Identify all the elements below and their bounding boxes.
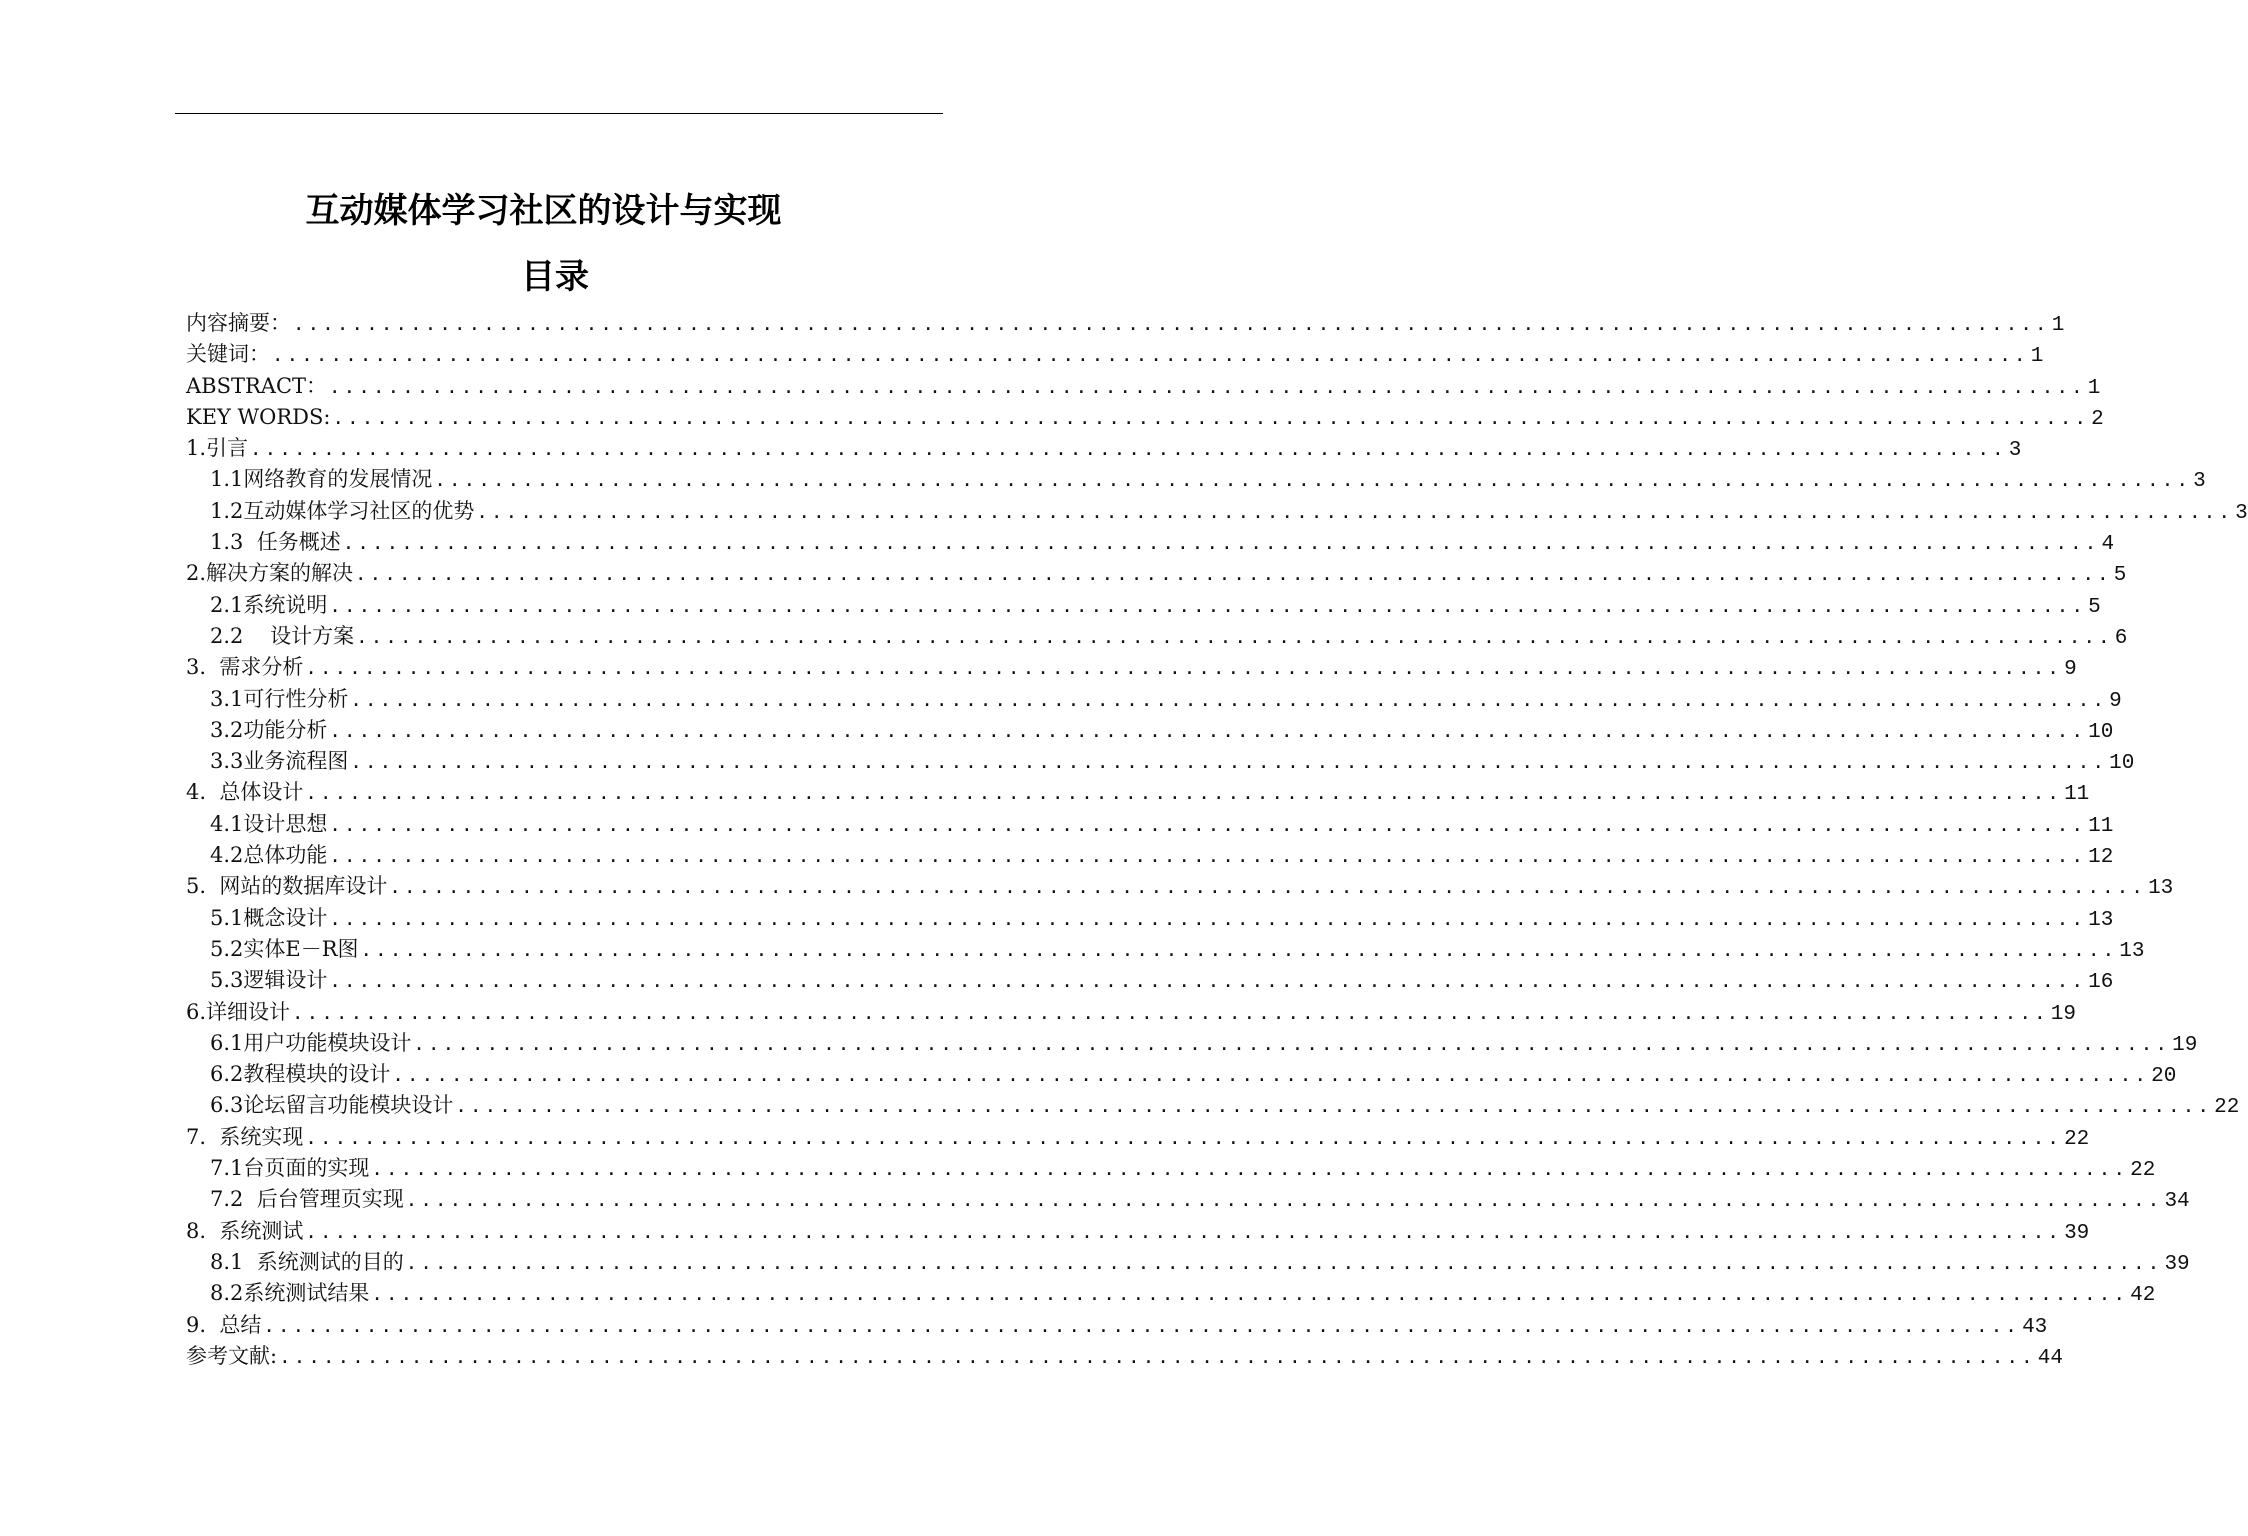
toc-entry[interactable] — [186, 558, 2127, 589]
toc-dot-leader: ........................................................................................................................ — [405, 1251, 2163, 1274]
toc-dot-leader: ........................................................................................................................ — [360, 938, 2118, 961]
toc-dot-leader: ........................................................................................................................ — [263, 1314, 2021, 1337]
toc-entry-label: 7.1台页面的实现 — [210, 1156, 370, 1181]
toc-entry-label: 关键词： — [186, 342, 270, 367]
toc-entry-label: 4. 总体设计 — [186, 780, 304, 805]
toc-entry-label: 内容摘要： — [186, 311, 291, 335]
toc-entry[interactable] — [186, 339, 2044, 370]
toc-entry-label: 3.2功能分析 — [210, 717, 328, 742]
toc-entry[interactable] — [186, 464, 2206, 495]
toc-entry-label: 4.2总体功能 — [210, 843, 328, 868]
toc-entry[interactable] — [186, 371, 2101, 402]
toc-entry[interactable] — [186, 1090, 2240, 1121]
toc-entry[interactable] — [186, 621, 2128, 652]
toc-dot-leader: ........................................................................................................................ — [371, 1283, 2129, 1306]
toc-dot-leader: ........................................................................................................................ — [305, 782, 2063, 805]
toc-entry[interactable] — [186, 934, 2145, 965]
toc-entry[interactable] — [186, 1341, 2063, 1372]
toc-entry-label: 2.2 设计方案 — [210, 623, 355, 648]
toc-entry-label: 3. 需求分析 — [186, 655, 304, 680]
toc-entry[interactable] — [186, 1278, 2156, 1309]
toc-dot-leader: ........................................................................................................................ — [389, 876, 2147, 899]
toc-entry-label: 1.2互动媒体学习社区的优势 — [210, 498, 475, 523]
toc-entry-label: 6.2教程模块的设计 — [210, 1062, 391, 1087]
toc-entry-page-number: 39 — [2064, 1221, 2090, 1245]
toc-entry-page-number: 9 — [2109, 689, 2122, 713]
toc-entry[interactable] — [186, 496, 2248, 527]
toc-entry-label: 8.2系统测试结果 — [210, 1281, 370, 1306]
toc-entry-label: 2.1系统说明 — [210, 592, 328, 617]
toc-entry-page-number: 1 — [2051, 314, 2065, 337]
toc-dot-leader: ........................................................................................................................ — [355, 563, 2112, 586]
toc-dot-leader: ........................................................................................................................ — [305, 1220, 2063, 1243]
toc-entry-page-number: 42 — [2130, 1284, 2156, 1308]
toc-dot-leader: ........................................................................................................................ — [272, 344, 2029, 367]
toc-dot-leader: ........................................................................................................................ — [356, 625, 2113, 648]
toc-entry-page-number: 5 — [2088, 595, 2101, 619]
toc-entry[interactable] — [186, 997, 2076, 1028]
toc-entry-page-number: 34 — [2164, 1190, 2190, 1214]
toc-entry-label: 5.1概念设计 — [210, 905, 328, 930]
toc-entry[interactable] — [186, 965, 2114, 996]
toc-entry[interactable] — [186, 809, 2114, 840]
toc-entry[interactable] — [186, 903, 2114, 934]
toc-entry-label: 5. 网站的数据库设计 — [186, 874, 388, 899]
toc-entry[interactable] — [186, 715, 2114, 746]
toc-entry-label: 6.1用户功能模块设计 — [210, 1030, 412, 1055]
toc-dot-leader: ........................................................................................................................ — [405, 1189, 2163, 1212]
toc-entry[interactable] — [186, 308, 2065, 339]
toc-dot-leader: ........................................................................................................................ — [329, 907, 2087, 930]
toc-entry[interactable] — [186, 590, 2101, 621]
toc-entry-page-number: 11 — [2088, 814, 2114, 838]
toc-dot-leader: ........................................................................................................................ — [329, 594, 2087, 617]
toc-entry-page-number: 13 — [2088, 908, 2114, 932]
toc-entry[interactable] — [186, 1310, 2048, 1341]
toc-entry-label: 2.解决方案的解决 — [186, 561, 354, 586]
toc-dot-leader: ........................................................................................................................ — [305, 657, 2063, 680]
toc-dot-leader: ........................................................................................................................ — [279, 1345, 2036, 1368]
toc-entry-label: 9. 总结 — [186, 1312, 262, 1337]
toc-entry-page-number: 43 — [2022, 1315, 2048, 1339]
toc-entry[interactable] — [186, 652, 2077, 683]
toc-entry[interactable] — [186, 1059, 2177, 1090]
toc-entry-label: ABSTRACT： — [186, 373, 328, 398]
toc-entry-label: 3.3业务流程图 — [210, 749, 349, 774]
toc-entry-page-number: 13 — [2148, 877, 2174, 901]
toc-entry[interactable] — [186, 871, 2174, 902]
toc-entry-label: 7.2 后台管理页实现 — [210, 1187, 404, 1212]
document-title: 互动媒体学习社区的设计与实现 — [305, 191, 782, 231]
toc-entry-page-number: 20 — [2151, 1065, 2177, 1089]
toc-entry-label: 3.1可行性分析 — [210, 686, 349, 711]
toc-entry-page-number: 4 — [2101, 533, 2115, 557]
toc-entry-page-number: 9 — [2064, 658, 2077, 682]
toc-entry-page-number: 1 — [2087, 376, 2101, 400]
toc-dot-leader: ........................................................................................................................ — [292, 1001, 2049, 1024]
toc-dot-leader: ........................................................................................................................ — [329, 719, 2087, 742]
table-of-contents — [186, 308, 2248, 1372]
toc-dot-leader: ........................................................................................................................ — [329, 970, 2087, 993]
toc-entry[interactable] — [186, 684, 2122, 715]
toc-dot-leader: ........................................................................................................................ — [305, 1126, 2063, 1149]
toc-entry[interactable] — [186, 1216, 2090, 1247]
toc-dot-leader: ........................................................................................................................ — [392, 1064, 2150, 1087]
toc-entry-page-number: 3 — [2235, 501, 2248, 525]
toc-dot-leader: ........................................................................................................................ — [329, 845, 2087, 868]
toc-entry-label: 6.详细设计 — [186, 999, 291, 1024]
toc-entry[interactable] — [186, 402, 2104, 433]
toc-entry-label: 8.1 系统测试的目的 — [210, 1249, 404, 1274]
toc-entry-page-number: 3 — [2193, 470, 2206, 494]
toc-dot-leader: ........................................................................................................................ — [332, 406, 2090, 429]
toc-entry-page-number: 1 — [2030, 345, 2044, 369]
toc-entry-label: 6.3论坛留言功能模块设计 — [210, 1093, 454, 1118]
toc-entry[interactable] — [186, 433, 2022, 464]
toc-heading: 目录 — [521, 257, 589, 297]
toc-entry-page-number: 13 — [2119, 939, 2145, 963]
toc-entry-label: 4.1设计思想 — [210, 811, 328, 836]
toc-entry-page-number: 10 — [2088, 720, 2114, 744]
toc-dot-leader: ........................................................................................................................ — [350, 688, 2108, 711]
toc-entry-page-number: 3 — [2008, 439, 2022, 463]
toc-entry[interactable] — [186, 1153, 2156, 1184]
toc-entry-page-number: 22 — [2130, 1159, 2156, 1183]
toc-entry-label: 参考文献: — [186, 1343, 278, 1368]
toc-entry-page-number: 5 — [2113, 564, 2127, 588]
toc-dot-leader: ........................................................................................................................ — [371, 1158, 2129, 1181]
toc-entry-label: 5.2实体E－R图 — [210, 936, 359, 961]
toc-dot-leader: ........................................................................................................................ — [293, 313, 2050, 335]
toc-entry-label: 1.3 任务概述 — [210, 530, 341, 555]
toc-dot-leader: ........................................................................................................................ — [329, 813, 2087, 836]
toc-entry[interactable] — [186, 1247, 2190, 1278]
toc-entry[interactable] — [186, 1184, 2190, 1215]
toc-dot-leader: ........................................................................................................................ — [329, 375, 2086, 398]
toc-dot-leader: ........................................................................................................................ — [342, 532, 2100, 555]
toc-entry-label: 8. 系统测试 — [186, 1218, 304, 1243]
toc-entry-label: 1.1网络教育的发展情况 — [210, 467, 433, 492]
toc-entry-page-number: 22 — [2064, 1127, 2090, 1151]
toc-entry-page-number: 19 — [2172, 1033, 2198, 1057]
toc-entry-page-number: 11 — [2064, 783, 2090, 807]
toc-entry-page-number: 10 — [2109, 752, 2135, 776]
toc-dot-leader: ........................................................................................................................ — [476, 500, 2234, 523]
toc-entry[interactable] — [186, 746, 2135, 777]
toc-entry[interactable] — [186, 777, 2090, 808]
toc-entry-label: 7. 系统实现 — [186, 1124, 304, 1149]
header-rule — [175, 113, 943, 114]
toc-entry-page-number: 16 — [2088, 971, 2114, 995]
toc-entry-label: KEY WORDS: — [186, 404, 331, 429]
toc-dot-leader: ........................................................................................................................ — [434, 469, 2192, 492]
toc-entry-page-number: 19 — [2050, 1002, 2076, 1026]
toc-dot-leader: ........................................................................................................................ — [455, 1095, 2213, 1118]
toc-entry-label: 5.3逻辑设计 — [210, 968, 328, 993]
toc-entry[interactable] — [186, 1028, 2198, 1059]
toc-entry-page-number: 39 — [2164, 1252, 2190, 1276]
toc-entry-page-number: 22 — [2214, 1096, 2240, 1120]
toc-entry-page-number: 6 — [2114, 626, 2128, 650]
toc-entry-label: 1.引言 — [186, 436, 249, 461]
toc-dot-leader: ........................................................................................................................ — [413, 1032, 2171, 1055]
toc-entry[interactable] — [186, 527, 2115, 558]
toc-entry[interactable] — [186, 840, 2114, 871]
toc-dot-leader: ........................................................................................................................ — [250, 438, 2007, 461]
toc-dot-leader: ........................................................................................................................ — [350, 751, 2108, 774]
toc-entry-page-number: 44 — [2037, 1346, 2063, 1370]
toc-entry-page-number: 2 — [2091, 407, 2104, 431]
toc-entry[interactable] — [186, 1122, 2090, 1153]
toc-entry-page-number: 12 — [2088, 846, 2114, 870]
